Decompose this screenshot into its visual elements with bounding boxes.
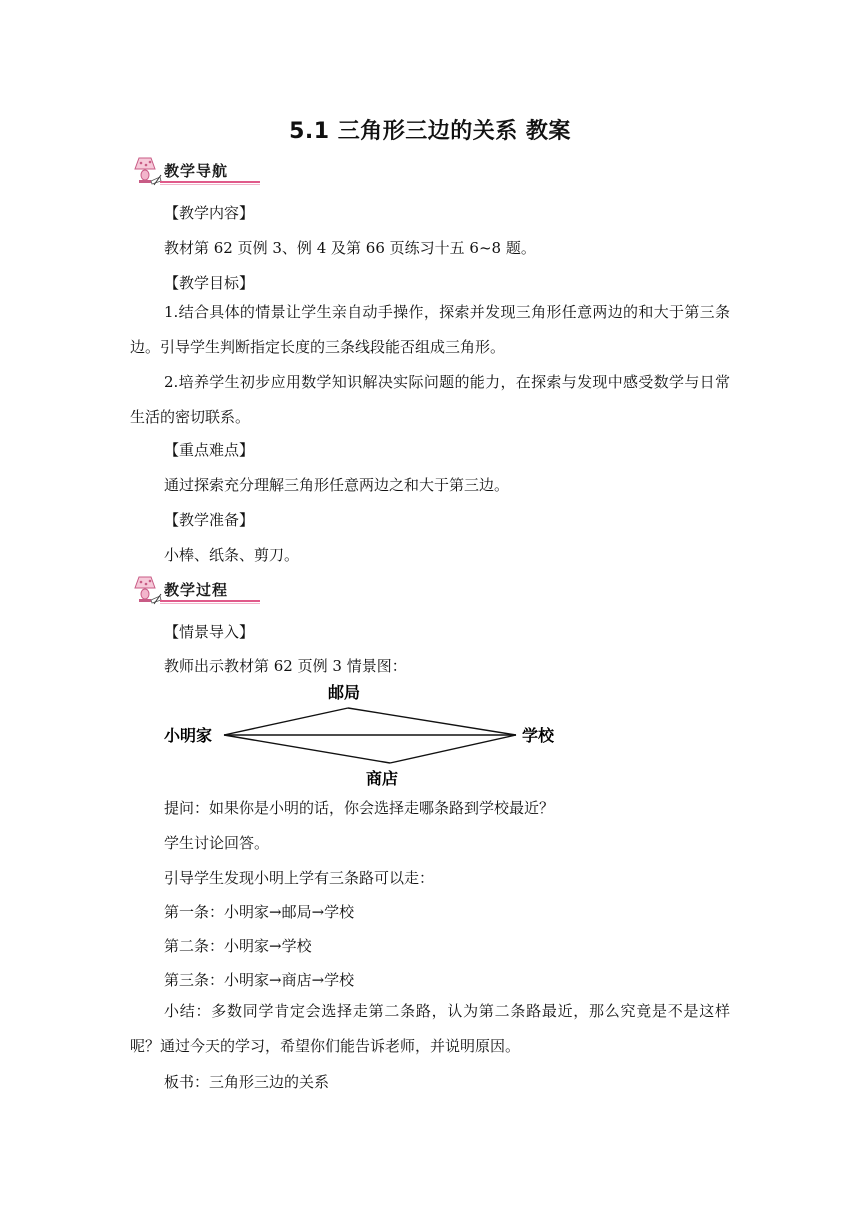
route-home-to-shop — [224, 735, 390, 763]
banner-underline — [160, 181, 260, 183]
preparation-text: 小棒、纸条、剪刀。 — [164, 546, 300, 564]
banner-underline — [160, 600, 260, 602]
route-3-text: 第三条：小明家→商店→学校 — [164, 971, 355, 989]
heading-scenario-intro: 【情景导入】 — [164, 623, 255, 641]
banner-underline-light — [160, 603, 260, 604]
route-post-office-to-school — [348, 708, 516, 735]
route-shop-to-school — [390, 735, 516, 763]
scenario-intro-text: 教师出示教材第 62 页例 3 情景图： — [164, 657, 407, 675]
summary-text: 小结：多数同学肯定会选择走第二条路，认为第二条路最近，那么究竟是不是这样呢？通过今天的学习，希望你们能告诉老师，并说明原因。 — [130, 1002, 730, 1055]
route-2-text: 第二条：小明家→学校 — [164, 937, 312, 955]
label-shop: 商店 — [366, 769, 399, 788]
heading-goals: 【教学目标】 — [164, 274, 255, 292]
label-xiaoming-home: 小明家 — [164, 726, 213, 745]
key-points-text: 通过探索充分理解三角形任意两边之和大于第三边。 — [164, 476, 510, 494]
heading-preparation: 【教学准备】 — [164, 511, 255, 529]
section-banner-nav — [130, 155, 260, 189]
heading-content: 【教学内容】 — [164, 204, 255, 222]
label-school: 学校 — [522, 726, 555, 745]
banner-underline-light — [160, 184, 260, 185]
goal-1: 1.结合具体的情景让学生亲自动手操作，探索并发现三角形任意两边的和大于第三条边。引导学生判断指定长度的三条线段能否组成三角形。 — [130, 303, 730, 356]
goal-2: 2.培养学生初步应用数学知识解决实际问题的能力，在探索与发现中感受数学与日常生活的密切联系。 — [130, 373, 730, 426]
board-text: 板书：三角形三边的关系 — [164, 1073, 330, 1091]
guide-text: 引导学生发现小明上学有三条路可以走： — [164, 869, 435, 887]
discussion-text: 学生讨论回答。 — [164, 834, 270, 852]
question-text: 提问：如果你是小明的话，你会选择走哪条路到学校最近？ — [164, 799, 555, 817]
lamp-icon — [130, 155, 164, 189]
page-title: 5.1 三角形三边的关系 教案 — [289, 119, 571, 144]
heading-key-points: 【重点难点】 — [164, 441, 255, 459]
section-banner-process — [130, 574, 260, 608]
route-1-text: 第一条：小明家→邮局→学校 — [164, 903, 355, 921]
section-banner-label: 教学导航 — [164, 162, 229, 180]
section-banner-label: 教学过程 — [164, 581, 229, 599]
content-text: 教材第 62 页例 3、例 4 及第 66 页练习十五 6~8 题。 — [164, 239, 536, 257]
route-home-to-post-office — [224, 708, 348, 735]
label-post-office: 邮局 — [328, 683, 361, 702]
route-diagram — [160, 680, 580, 790]
lamp-icon — [130, 574, 164, 608]
